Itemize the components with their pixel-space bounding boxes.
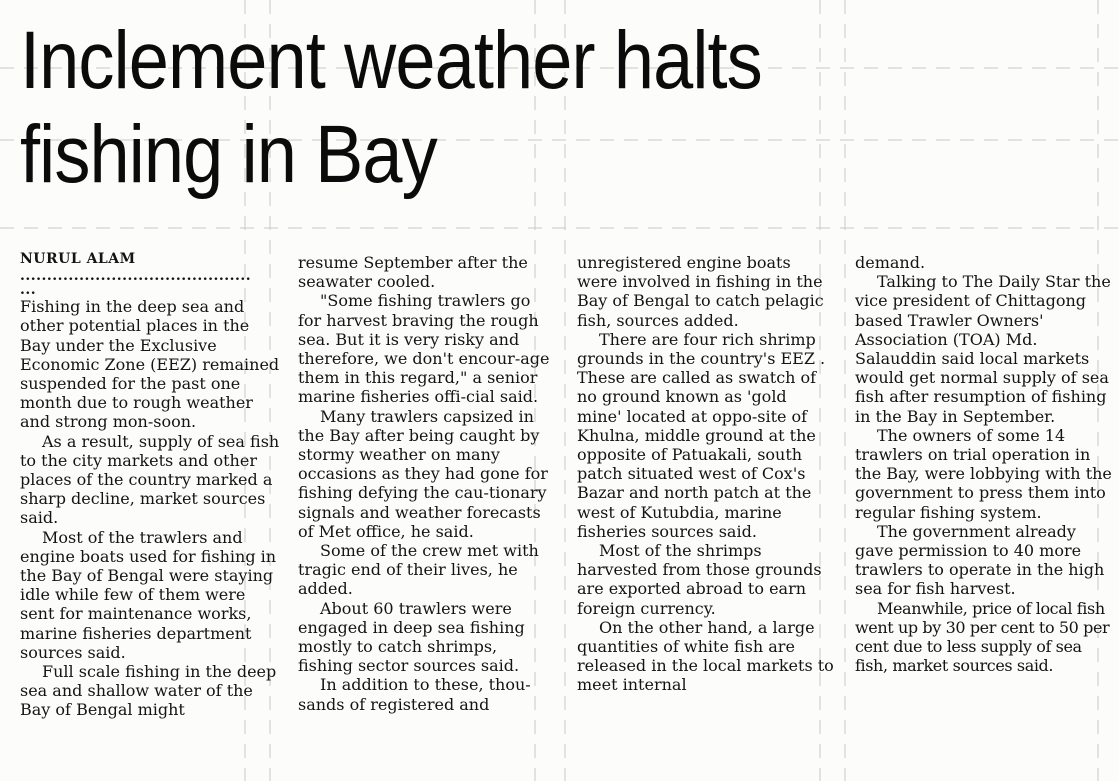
byline-rule: ...........................................	[20, 269, 252, 284]
paragraph: About 60 trawlers were engaged in deep sea fishing mostly to catch shrimps, fishing sector sources said.	[298, 598, 525, 676]
paragraph: resume September after the seawater cooled.	[298, 253, 528, 292]
article-column-4	[855, 253, 1112, 773]
byline: NURUL ALAM	[20, 251, 136, 267]
paragraph: Most of the shrimps harvested from those grounds are exported abroad to earn foreign currency.	[577, 541, 822, 618]
paragraph: These are called as swatch of no ground known as 'gold mine' located at oppo-site of Khulna, middle ground at the opposite of Patuakali, south patch situated west of Cox's Bazar and north patch at the west of Kutubdia, marine fisheries sources said.	[577, 368, 817, 541]
paragraph: unregistered engine boats were involved in fishing in the Bay of Bengal to catch pelagic fish, sources added.	[577, 253, 824, 330]
headline	[20, 14, 979, 202]
headline-line-2: fishing in Bay	[20, 109, 437, 200]
article-column-3	[577, 253, 834, 773]
paragraph: demand.	[855, 253, 926, 272]
article-column-1	[20, 250, 282, 773]
paragraph: Fishing in the deep sea and other potential places in the Bay under the Exclusive Economic Zone (EEZ) remained suspended for the past one month due to rough weather and strong mon-soon.	[20, 297, 280, 432]
paragraph: Meanwhile, price of local fish went up by 30 per cent to 50 per cent due to less supply of sea fish, market sources said.	[855, 598, 1110, 676]
paragraph: The owners of some 14 trawlers on trial operation in the Bay, were lobbying with the government to press them into regular fishing system.	[855, 425, 1112, 522]
paragraph: As a result, supply of sea fish to the city markets and other places of the country marked a sharp decline, market sources said.	[20, 431, 280, 528]
paragraph: The government already gave permission to 40 more trawlers to operate in the high sea for fish harvest.	[855, 521, 1105, 599]
paragraph: Full scale fishing in the deep sea and shallow water of the Bay of Bengal might	[20, 662, 277, 720]
article-column-2	[298, 253, 553, 773]
byline-rule-end: ...	[20, 283, 37, 298]
headline-line-1: Inclement weather halts	[20, 15, 762, 106]
paragraph: On the other hand, a large quantities of white fish are released in the local markets to meet internal	[577, 617, 834, 695]
paragraph: Talking to The Daily Star the vice president of Chittagong based Trawler Owners' Association (TOA) Md. Salauddin said local markets would get normal supply of sea fish after resumption of fishing in the Bay in September.	[855, 272, 1111, 426]
paragraph: Most of the trawlers and engine boats used for fishing in the Bay of Bengal were staying idle while few of them were sent for maintenance works, marine fisheries department sources said.	[20, 527, 277, 662]
paragraph: There are four rich shrimp grounds in the country's EEZ .	[577, 329, 826, 369]
paragraph: In addition to these, thou-sands of registered and	[298, 675, 531, 714]
paragraph: "Some fishing trawlers go for harvest braving the rough sea. But it is very risky and therefore, we don't encour-age them in this regard," a senior marine fisheries offi-cial said.	[298, 291, 550, 407]
paragraph: Some of the crew met with tragic end of their lives, he added.	[298, 541, 539, 599]
paragraph: Many trawlers capsized in the Bay after being caught by stormy weather on many occasions as they had gone for fishing defying the cau-tionary signals and weather forecasts of Met office, he said.	[298, 406, 548, 541]
